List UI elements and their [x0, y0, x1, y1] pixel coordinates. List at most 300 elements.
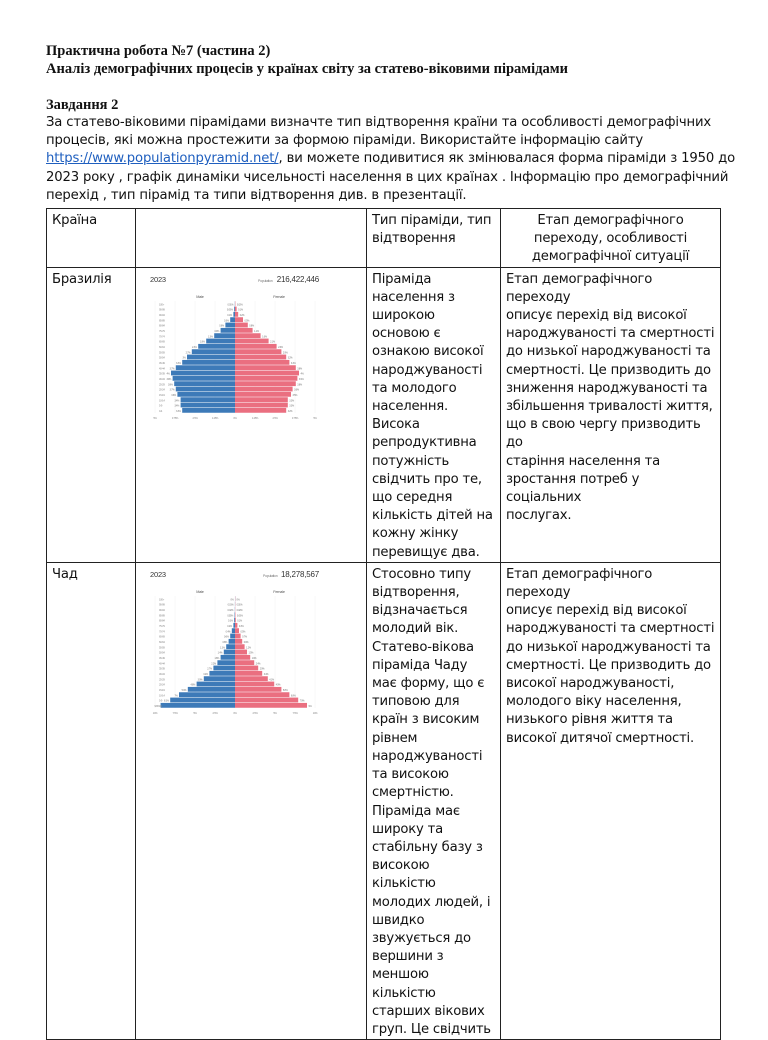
female-value-label: 6.8% [291, 694, 297, 697]
male-value-label: 1.1% [220, 646, 226, 649]
stage-line: народжуваності та смертності [506, 325, 715, 343]
female-value-label: 0.5% [241, 630, 247, 633]
population-label: Population [258, 279, 273, 283]
stage-cell [501, 562, 721, 1039]
male-value-label: 3.4% [174, 399, 180, 402]
stage-line: народжуваності та смертності [506, 620, 715, 638]
age-tick-label: 20-24 [159, 387, 165, 391]
age-tick-label: 65-69 [159, 635, 165, 639]
male-value-label: 0.3% [224, 319, 230, 322]
type-line: високою [372, 857, 495, 875]
stage-line: високої дитячої смертності. [506, 730, 715, 748]
male-value-label: 4% [166, 372, 170, 375]
female-bar-45-49 [235, 360, 289, 365]
age-tick-label: 30-34 [159, 377, 165, 381]
female-value-label: 3.2% [288, 356, 294, 359]
type-line: кожну жінку [372, 525, 495, 543]
x-tick-label: 2.5% [252, 711, 258, 715]
type-line: швидко [372, 912, 495, 930]
type-line: рівнем [372, 730, 495, 748]
x-tick-label: 2.5% [212, 711, 218, 715]
age-tick-label: 90-94 [159, 608, 165, 612]
male-bar-55-59 [192, 349, 235, 354]
intro-link-line [46, 150, 736, 168]
male-value-label: 1.3% [208, 335, 214, 338]
male-value-label: 0.6% [219, 324, 225, 327]
stage-line: низького рівня життя та [506, 711, 715, 729]
intro-line: процесів, які можна простежити за формою піраміди. Використайте інформацію сайту [46, 132, 736, 150]
male-value-label: 2.7% [207, 668, 213, 671]
female-value-label: 0.01% [237, 604, 244, 607]
male-bar-35-39 [213, 665, 235, 670]
age-tick-label: 70-74 [159, 629, 165, 633]
female-bar-85-89 [235, 317, 243, 322]
male-value-label: 0.01% [228, 303, 235, 306]
female-value-label: 4.9% [276, 684, 282, 687]
female-bar-30-34 [235, 671, 262, 676]
female-value-label: 3.8% [297, 367, 303, 370]
stage-line: зниження народжуваності та [506, 380, 715, 398]
male-value-label: 0.6% [224, 636, 230, 639]
female-value-label: 3.6% [294, 388, 300, 391]
male-value-label: 2.3% [192, 346, 198, 349]
female-value-label: 0.1% [237, 620, 243, 623]
female-value-label: 0.3% [239, 625, 245, 628]
age-tick-label: 35-39 [159, 667, 165, 671]
male-value-label: 2.2% [211, 662, 217, 665]
chart-year: 2023 [150, 275, 166, 284]
female-bar-65-69 [235, 338, 269, 343]
country-cell: Чад [47, 562, 136, 1039]
male-bar-75-79 [233, 623, 235, 628]
bars-group [153, 596, 318, 715]
table-row [47, 267, 721, 562]
type-line: кількістю [372, 875, 495, 893]
male-value-label: 3.3% [176, 410, 182, 413]
stage-line: збільшення тривалості життя, [506, 398, 715, 416]
x-tick-label: 2.5% [272, 416, 278, 420]
male-value-label: 0% [230, 598, 234, 601]
type-line: народжуваності [372, 748, 495, 766]
male-value-label: 1.4% [218, 652, 224, 655]
type-line: меншою [372, 966, 495, 984]
female-value-label: 1.6% [262, 335, 268, 338]
male-bar-5-9 [181, 402, 235, 407]
male-value-label: 0.8% [222, 641, 228, 644]
age-tick-label: 5-9 [159, 403, 163, 407]
stage-cell [501, 267, 721, 562]
stage-line: високої народжуваності, [506, 675, 715, 693]
male-bar-35-39 [171, 370, 235, 375]
male-bar-50-54 [187, 354, 235, 359]
type-line: має форму, що є [372, 675, 495, 693]
stage-line: молодого віку населення, [506, 693, 715, 711]
x-tick-label: 3.75% [172, 416, 179, 420]
type-line: що середня [372, 489, 495, 507]
female-bar-20-24 [235, 681, 274, 686]
intro-line-tail: , ви можете подивитися як змінювалася форма піраміди з 1950 до [279, 151, 735, 166]
female-bar-35-39 [235, 665, 258, 670]
male-bar-75-79 [221, 328, 235, 333]
male-value-label: 0.9% [214, 330, 220, 333]
age-tick-label: 80-84 [159, 323, 165, 327]
age-tick-label: 60-64 [159, 345, 165, 349]
male-bar-40-44 [217, 660, 235, 665]
male-bar-30-34 [209, 671, 235, 676]
male-bar-60-64 [229, 639, 235, 644]
female-bar-50-54 [235, 354, 286, 359]
title-line-2: Аналіз демографічних процесів у країнах світу за статево-віковими пірамідами [46, 60, 736, 78]
male-value-label: 3.3% [176, 362, 182, 365]
document-header [46, 42, 736, 205]
male-value-label: 0.01% [228, 604, 235, 607]
female-bar-5-9 [235, 402, 288, 407]
female-value-label: 7.9% [300, 700, 306, 703]
type-line: та молодого [372, 380, 495, 398]
stage-line: описує перехід від високої [506, 307, 715, 325]
type-line: репродуктивна [372, 434, 495, 452]
female-bar-75-79 [235, 328, 253, 333]
type-line: ознакою високої [372, 343, 495, 361]
pyramid-cell [136, 267, 367, 562]
male-value-label: 3.7% [170, 367, 176, 370]
female-bar-25-29 [235, 381, 296, 386]
type-line: груп. Це свідчить [372, 1021, 495, 1039]
type-line: свідчить про те, [372, 471, 495, 489]
type-line: країн з високим [372, 711, 495, 729]
male-bar-30-34 [173, 376, 235, 381]
header-pyramid [136, 209, 367, 268]
female-value-label: 0.7% [242, 636, 248, 639]
male-bar-45-49 [182, 360, 235, 365]
intro-line: 2023 року , графік динаміки чисельності населення в цих країнах . Інформацію про демографічний [46, 169, 736, 187]
population-value: 18,278,567 [281, 570, 320, 579]
male-bar-10-14 [181, 397, 235, 402]
female-value-label: 2.6% [278, 346, 284, 349]
x-tick-label: 10% [313, 711, 318, 715]
type-line: народжуваності [372, 362, 495, 380]
male-value-label: 3.7% [170, 388, 176, 391]
male-bar-15-19 [177, 392, 235, 397]
female-bar-60-64 [235, 344, 277, 349]
population-value: 216,422,446 [277, 275, 320, 284]
female-value-label: 1.5% [249, 652, 255, 655]
male-bar-10-14 [179, 692, 235, 697]
age-tick-label: 50-54 [159, 651, 165, 655]
x-tick-label: 5% [273, 711, 277, 715]
female-value-label: 2.1% [270, 340, 276, 343]
age-tick-label: 55-59 [159, 350, 165, 354]
type-line: вершини з [372, 948, 495, 966]
female-bar-20-24 [235, 386, 293, 391]
female-value-label: 0.5% [245, 319, 251, 322]
age-tick-label: 30-34 [159, 672, 165, 676]
age-tick-label: 15-19 [159, 393, 165, 397]
female-bar-95-99 [235, 306, 237, 311]
female-value-label: 3.3% [289, 404, 295, 407]
table-row [47, 562, 721, 1039]
type-line: та високою [372, 766, 495, 784]
female-bar-60-64 [235, 639, 242, 644]
female-value-label: 0.05% [237, 614, 244, 617]
age-tick-label: 35-39 [159, 371, 165, 375]
type-line: кількістю [372, 985, 495, 1003]
x-tick-label: 7.5% [172, 711, 178, 715]
male-value-label: 3.9% [198, 678, 204, 681]
age-tick-label: 15-19 [159, 688, 165, 692]
age-tick-label: 25-29 [159, 677, 165, 681]
female-bar-70-74 [235, 628, 239, 633]
type-line: піраміда Чаду [372, 657, 495, 675]
type-cell [367, 562, 501, 1039]
intro-line: перехід , тип пірамід та типи відтворення див. в презентації. [46, 187, 736, 205]
female-value-label: 2.4% [256, 662, 262, 665]
stage-line: Етап демографічного переходу [506, 271, 715, 307]
female-value-label: 0% [237, 598, 241, 601]
type-line: широкою [372, 307, 495, 325]
female-bar-15-19 [235, 687, 281, 692]
type-line: Піраміда [372, 271, 495, 289]
age-tick-label: 40-44 [159, 366, 165, 370]
stage-line: до низької народжуваності та [506, 343, 715, 361]
male-value-label: 4.8% [190, 684, 196, 687]
female-value-label: 2.9% [260, 668, 266, 671]
female-bar-40-44 [235, 660, 254, 665]
type-line: основою є [372, 325, 495, 343]
type-line: Піраміда має [372, 803, 495, 821]
age-tick-label: 90-94 [159, 313, 165, 317]
male-value-label: 0.2% [227, 625, 233, 628]
female-bar-15-19 [235, 392, 291, 397]
male-value-label: 3.6% [171, 394, 177, 397]
age-tick-label: 10-14 [159, 398, 165, 402]
male-bar-25-29 [174, 381, 235, 386]
female-bar-10-14 [235, 397, 288, 402]
populationpyramid-link[interactable]: https://www.populationpyramid.net/ [46, 151, 279, 166]
male-value-label: 3% [182, 356, 186, 359]
male-value-label: 2.7% [186, 351, 192, 354]
male-bar-0-4 [182, 408, 235, 413]
age-tick-label: 75-79 [159, 329, 165, 333]
female-bar-0-4 [235, 703, 307, 708]
male-value-label: 0.4% [226, 630, 232, 633]
male-bar-15-19 [188, 687, 235, 692]
female-bar-45-49 [235, 655, 250, 660]
male-bar-70-74 [214, 333, 235, 338]
female-value-label: 5.8% [283, 689, 289, 692]
male-value-label: 0.1% [228, 620, 234, 623]
male-bar-65-69 [230, 633, 235, 638]
male-bar-50-54 [224, 649, 235, 654]
male-bar-90-94 [233, 312, 235, 317]
bars-group [153, 301, 317, 420]
male-bar-80-84 [225, 322, 235, 327]
x-tick-label: 2.5% [192, 416, 198, 420]
x-tick-label: 0% [233, 416, 237, 420]
age-tick-label: 40-44 [159, 661, 165, 665]
chart-year: 2023 [150, 570, 166, 579]
type-line: населення. [372, 398, 495, 416]
female-value-label: 4.1% [269, 678, 275, 681]
female-bar-10-14 [235, 692, 289, 697]
male-value-label: 0.05% [227, 308, 234, 311]
female-bar-25-29 [235, 676, 268, 681]
female-value-label: 0.02% [237, 303, 244, 306]
female-value-label: 9% [309, 705, 313, 708]
x-tick-label: 5% [313, 416, 317, 420]
age-tick-label: 100+ [159, 302, 165, 306]
age-tick-label: 55-59 [159, 645, 165, 649]
male-label: Male [196, 295, 204, 299]
male-value-label: 5.9% [182, 689, 188, 692]
stage-line: що в свою чергу призводить до [506, 416, 715, 452]
age-tick-label: 25-29 [159, 382, 165, 386]
brazil-pyramid [141, 271, 361, 451]
female-bar-80-84 [235, 617, 236, 622]
age-tick-label: 10-14 [159, 693, 165, 697]
stage-line: до низької народжуваності та [506, 639, 715, 657]
pyramid-cell [136, 562, 367, 1039]
age-tick-label: 0-4 [159, 409, 163, 413]
type-line: смертністю. [372, 784, 495, 802]
x-tick-label: 1.25% [212, 416, 219, 420]
stage-line: послугах. [506, 507, 715, 525]
female-value-label: 3.2% [288, 410, 294, 413]
male-bar-70-74 [232, 628, 235, 633]
female-value-label: 3.5% [293, 394, 299, 397]
type-line: молодих людей, і [372, 894, 495, 912]
female-value-label: 3.4% [291, 362, 297, 365]
age-tick-label: 100+ [159, 597, 165, 601]
male-bar-85-89 [230, 317, 235, 322]
male-value-label: 1.8% [200, 340, 206, 343]
title-line-1: Практична робота №7 (частина 2) [46, 42, 736, 60]
type-line: Висока [372, 416, 495, 434]
stage-line: зростання потреб у соціальних [506, 471, 715, 507]
female-bar-30-34 [235, 376, 297, 381]
stage-line: Етап демографічного переходу [506, 566, 715, 602]
male-value-label: 0.1% [227, 314, 233, 317]
type-line: молодий вік. [372, 620, 495, 638]
female-value-label: 3.3% [289, 399, 295, 402]
age-tick-label: 85-89 [159, 613, 165, 617]
male-bar-95-99 [234, 306, 235, 311]
demography-table [46, 208, 721, 1040]
female-value-label: 0.1% [238, 308, 244, 311]
age-tick-label: 95-99 [159, 307, 165, 311]
male-value-label: 9.3% [154, 705, 160, 708]
female-label: Female [273, 590, 285, 594]
type-line: типовою для [372, 693, 495, 711]
age-tick-label: 5-9 [159, 699, 163, 703]
female-value-label: 0.02% [237, 609, 244, 612]
type-line: відзначається [372, 602, 495, 620]
female-bar-35-39 [235, 370, 299, 375]
intro-paragraph [46, 114, 736, 205]
female-bar-70-74 [235, 333, 261, 338]
x-tick-label: 5% [193, 711, 197, 715]
type-line: перевищує два. [372, 544, 495, 562]
stage-line: старіння населення та [506, 453, 715, 471]
male-bar-60-64 [198, 344, 235, 349]
female-bar-55-59 [235, 644, 245, 649]
task-label: Завдання 2 [46, 96, 736, 114]
male-value-label: 8.1% [164, 700, 170, 703]
female-bar-65-69 [235, 633, 241, 638]
male-bar-25-29 [204, 676, 235, 681]
header-stage: Етап демографічного переходу, особливості демографічної ситуації [501, 209, 721, 268]
type-line: звужується до [372, 930, 495, 948]
female-value-label: 4% [301, 372, 305, 375]
stage-line: смертності. Це призводить до [506, 362, 715, 380]
type-line: відтворення, [372, 584, 495, 602]
male-value-label: 0.05% [227, 614, 234, 617]
type-line: широку та [372, 821, 495, 839]
country-cell: Бразилія [47, 267, 136, 562]
type-line: Стосовно типу [372, 566, 495, 584]
age-tick-label: 60-64 [159, 640, 165, 644]
male-bar-65-69 [206, 338, 235, 343]
table-header-row [47, 209, 721, 268]
x-tick-label: 5% [153, 416, 157, 420]
type-line: кількість дітей на [372, 507, 495, 525]
female-value-label: 2.9% [283, 351, 289, 354]
header-country: Країна [47, 209, 136, 268]
female-value-label: 1.9% [252, 657, 258, 660]
x-tick-label: 10% [153, 711, 158, 715]
stage-line: смертності. Це призводить до [506, 657, 715, 675]
age-tick-label: 70-74 [159, 334, 165, 338]
type-cell [367, 267, 501, 562]
female-bar-55-59 [235, 349, 281, 354]
male-bar-20-24 [176, 386, 235, 391]
female-bar-5-9 [235, 697, 298, 702]
x-tick-label: 7.5% [292, 711, 298, 715]
male-value-label: 7% [174, 694, 178, 697]
type-line: старших вікових [372, 1003, 495, 1021]
age-tick-label: 85-89 [159, 318, 165, 322]
x-tick-label: 0% [233, 711, 237, 715]
male-bar-0-4 [161, 703, 235, 708]
female-value-label: 0.8% [249, 324, 255, 327]
female-value-label: 3.8% [297, 383, 303, 386]
female-value-label: 1.2% [246, 646, 252, 649]
male-bar-80-84 [234, 617, 235, 622]
stage-line: описує перехід від високої [506, 602, 715, 620]
male-value-label: 3.8% [168, 383, 174, 386]
age-tick-label: 95-99 [159, 603, 165, 607]
male-bar-5-9 [170, 697, 235, 702]
male-bar-40-44 [176, 365, 235, 370]
type-line: потужність [372, 453, 495, 471]
female-value-label: 3.9% [299, 378, 305, 381]
age-tick-label: 80-84 [159, 619, 165, 623]
type-line: Статево-вікова [372, 639, 495, 657]
header-type: Тип піраміди, тип відтворення [367, 209, 501, 268]
male-value-label: 3.4% [174, 404, 180, 407]
x-tick-label: 1.25% [252, 416, 259, 420]
female-label: Female [273, 295, 285, 299]
age-tick-label: 65-69 [159, 339, 165, 343]
x-tick-label: 3.75% [292, 416, 299, 420]
population-pyramid-chart [147, 566, 323, 738]
age-tick-label: 45-49 [159, 361, 165, 365]
age-tick-label: 20-24 [159, 683, 165, 687]
male-bar-20-24 [197, 681, 235, 686]
female-value-label: 1.1% [254, 330, 260, 333]
population-label: Population [263, 574, 278, 578]
intro-line: За статево-віковими пірамідами визначте тип відтворення країни та особливості демографічних [46, 114, 736, 132]
